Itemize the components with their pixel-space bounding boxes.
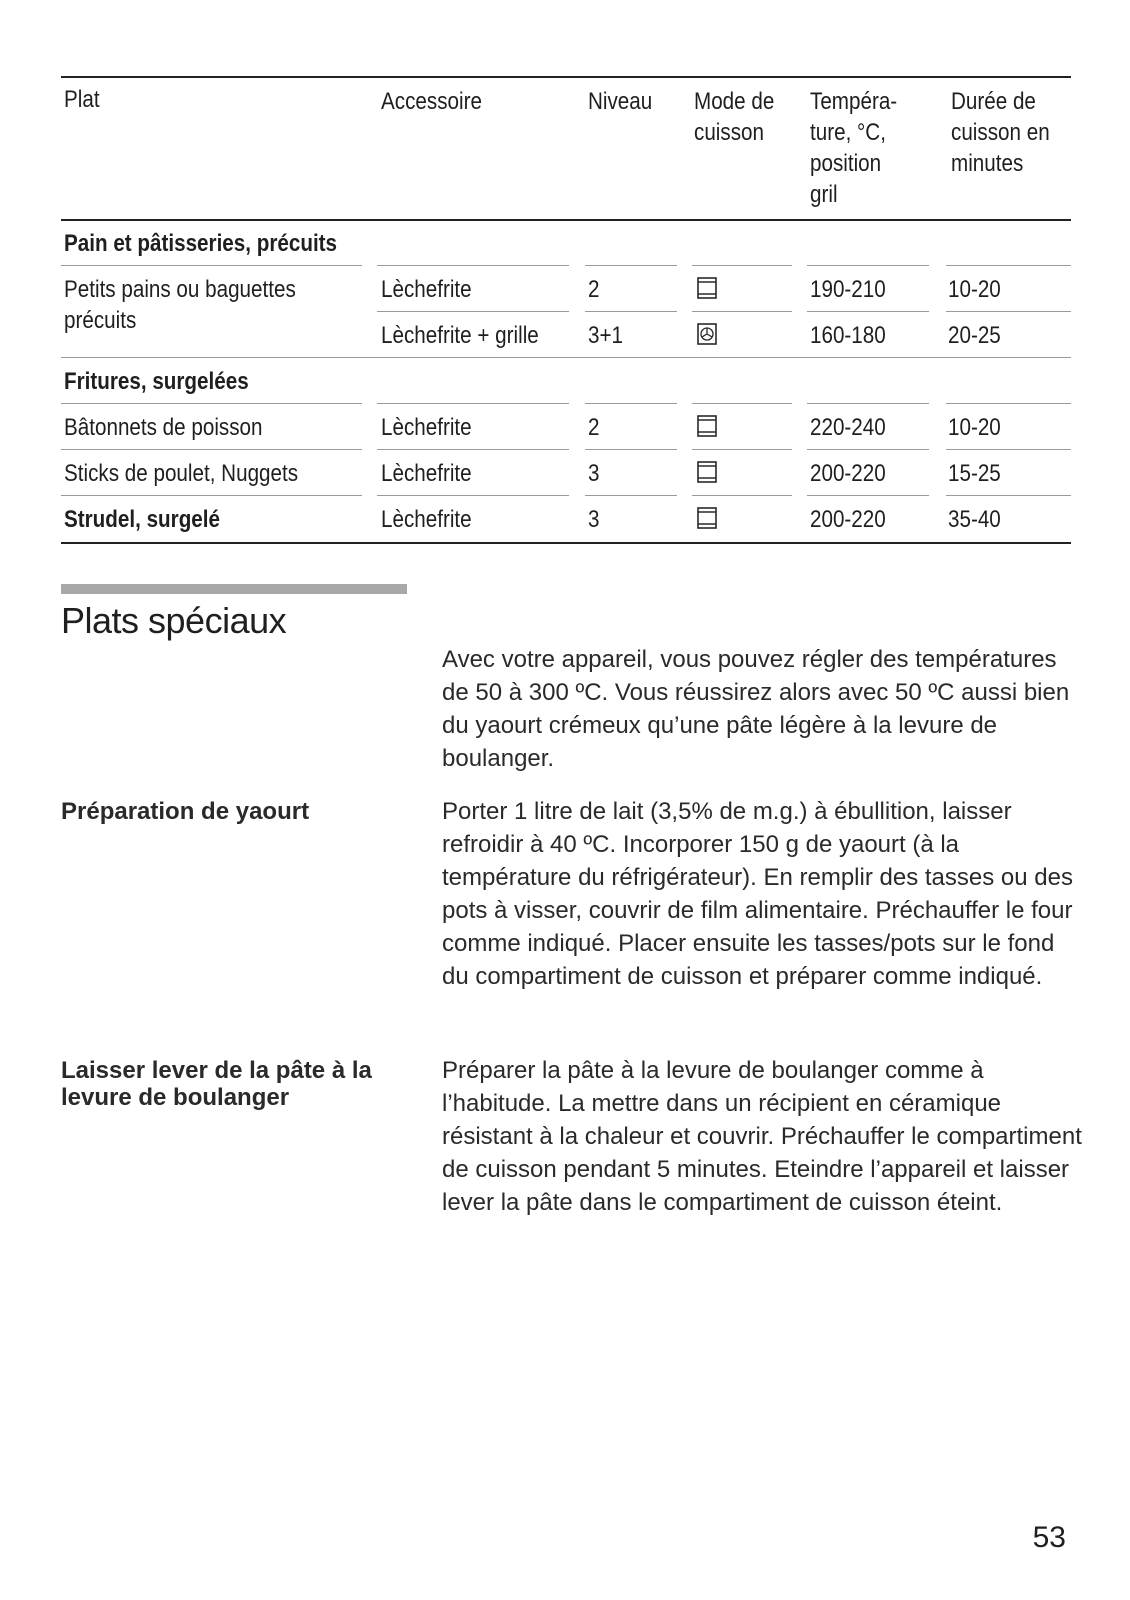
cell-temperature: 200-220 [810,460,886,487]
hot-air-icon [697,323,717,345]
top-bottom-heat-icon [697,461,717,483]
cell-accessoire: Lèchefrite [381,414,472,441]
cell-accessoire: Lèchefrite + grille [381,322,539,349]
row-rule [807,403,929,404]
row-rule [377,403,569,404]
group-title: Fritures, surgelées [64,368,249,395]
row-rule [692,495,792,496]
cell-accessoire: Lèchefrite [381,506,472,533]
row-rule [377,311,569,312]
cell-plat: Sticks de poulet, Nuggets [64,460,299,487]
row-rule [585,403,677,404]
cell-niveau: 3 [588,460,600,487]
item-text-yaourt: Porter 1 litre de lait (3,5% de m.g.) à ébullition, laisser refroidir à 40 ºC. Incorporer 150 g de yaourt (à la température du réfrigérateur). En remplir des tasses ou des pots à visser, couvrir de film alimentaire. Préchauffer le four comme indiqué. Placer ensuite les tasses/pots sur le fond du compartiment de cuisson et préparer comme indiqué. [442,798,1073,990]
row-rule [807,311,929,312]
cell-temperature: 200-220 [810,506,886,533]
row-rule [946,449,1071,450]
dish-name: Petits pains ou baguettes précuits [64,276,296,334]
row-rule [692,311,792,312]
top-bottom-heat-icon [697,415,717,437]
cell-plat: Bâtonnets de poisson [64,414,263,441]
header-temperature: Tempéra- ture, °C, position gril [810,88,898,208]
header-duree: Durée de cuisson en minutes [951,88,1050,177]
row-rule [807,449,929,450]
cell-accessoire: Lèchefrite [381,276,472,303]
cell-duree: 15-25 [948,460,1001,487]
cell-accessoire: Lèchefrite [381,460,472,487]
row-rule [61,265,362,266]
row-rule [585,311,677,312]
cell-duree: 10-20 [948,414,1001,441]
header-plat: Plat [64,86,100,113]
row-rule [377,495,569,496]
header-accessoire: Accessoire [381,88,482,115]
row-rule [61,495,362,496]
page-number: 53 [1032,1521,1066,1554]
row-rule [585,449,677,450]
item-label-pate: Laisser lever de la pâte à la levure de boulanger [61,1057,372,1111]
row-rule [946,265,1071,266]
cell-niveau: 2 [588,276,600,303]
cell-temperature: 190-210 [810,276,886,303]
row-rule [61,357,1071,358]
cell-duree: 35-40 [948,506,1001,533]
cell-niveau: 3+1 [588,322,624,349]
row-rule [946,311,1071,312]
section-title: Plats spéciaux [61,600,287,641]
item-text-pate: Préparer la pâte à la levure de boulanger comme à l’habitude. La mettre dans un récipient en céramique résistant à la chaleur et couvrir. Préchauffer le compartiment de cuisson pendant 5 minutes. Eteindre l’appareil et laisser lever la pâte dans le compartiment de cuisson éteint. [442,1057,1082,1216]
row-rule [585,495,677,496]
cell-plat: Strudel, surgelé [64,506,220,533]
cooking-table [0,0,1130,560]
header-niveau: Niveau [588,88,653,115]
top-bottom-heat-icon [697,277,717,299]
row-rule [946,403,1071,404]
cell-niveau: 3 [588,506,600,533]
table-top-rule [61,76,1071,78]
cell-niveau: 2 [588,414,600,441]
cell-temperature: 220-240 [810,414,886,441]
row-rule [377,265,569,266]
row-rule [807,495,929,496]
header-mode: Mode de cuisson [694,88,775,146]
row-rule [61,403,362,404]
section-accent-bar [61,584,407,594]
cell-duree: 20-25 [948,322,1001,349]
row-rule [692,265,792,266]
row-rule [692,403,792,404]
row-rule [946,495,1071,496]
row-rule [807,265,929,266]
table-bottom-rule [61,542,1071,544]
header-bottom-rule [61,219,1071,221]
cell-duree: 10-20 [948,276,1001,303]
row-rule [585,265,677,266]
row-rule [61,449,362,450]
item-label-yaourt: Préparation de yaourt [61,798,310,825]
row-rule [692,449,792,450]
section-intro: Avec votre appareil, vous pouvez régler des températures de 50 à 300 ºC. Vous réussirez alors avec 50 ºC aussi bien du yaourt crémeux qu’une pâte légère à la levure de boulanger. [442,646,1070,772]
row-rule [377,449,569,450]
cell-temperature: 160-180 [810,322,886,349]
group-title: Pain et pâtisseries, précuits [64,230,338,257]
top-bottom-heat-icon [697,507,717,529]
